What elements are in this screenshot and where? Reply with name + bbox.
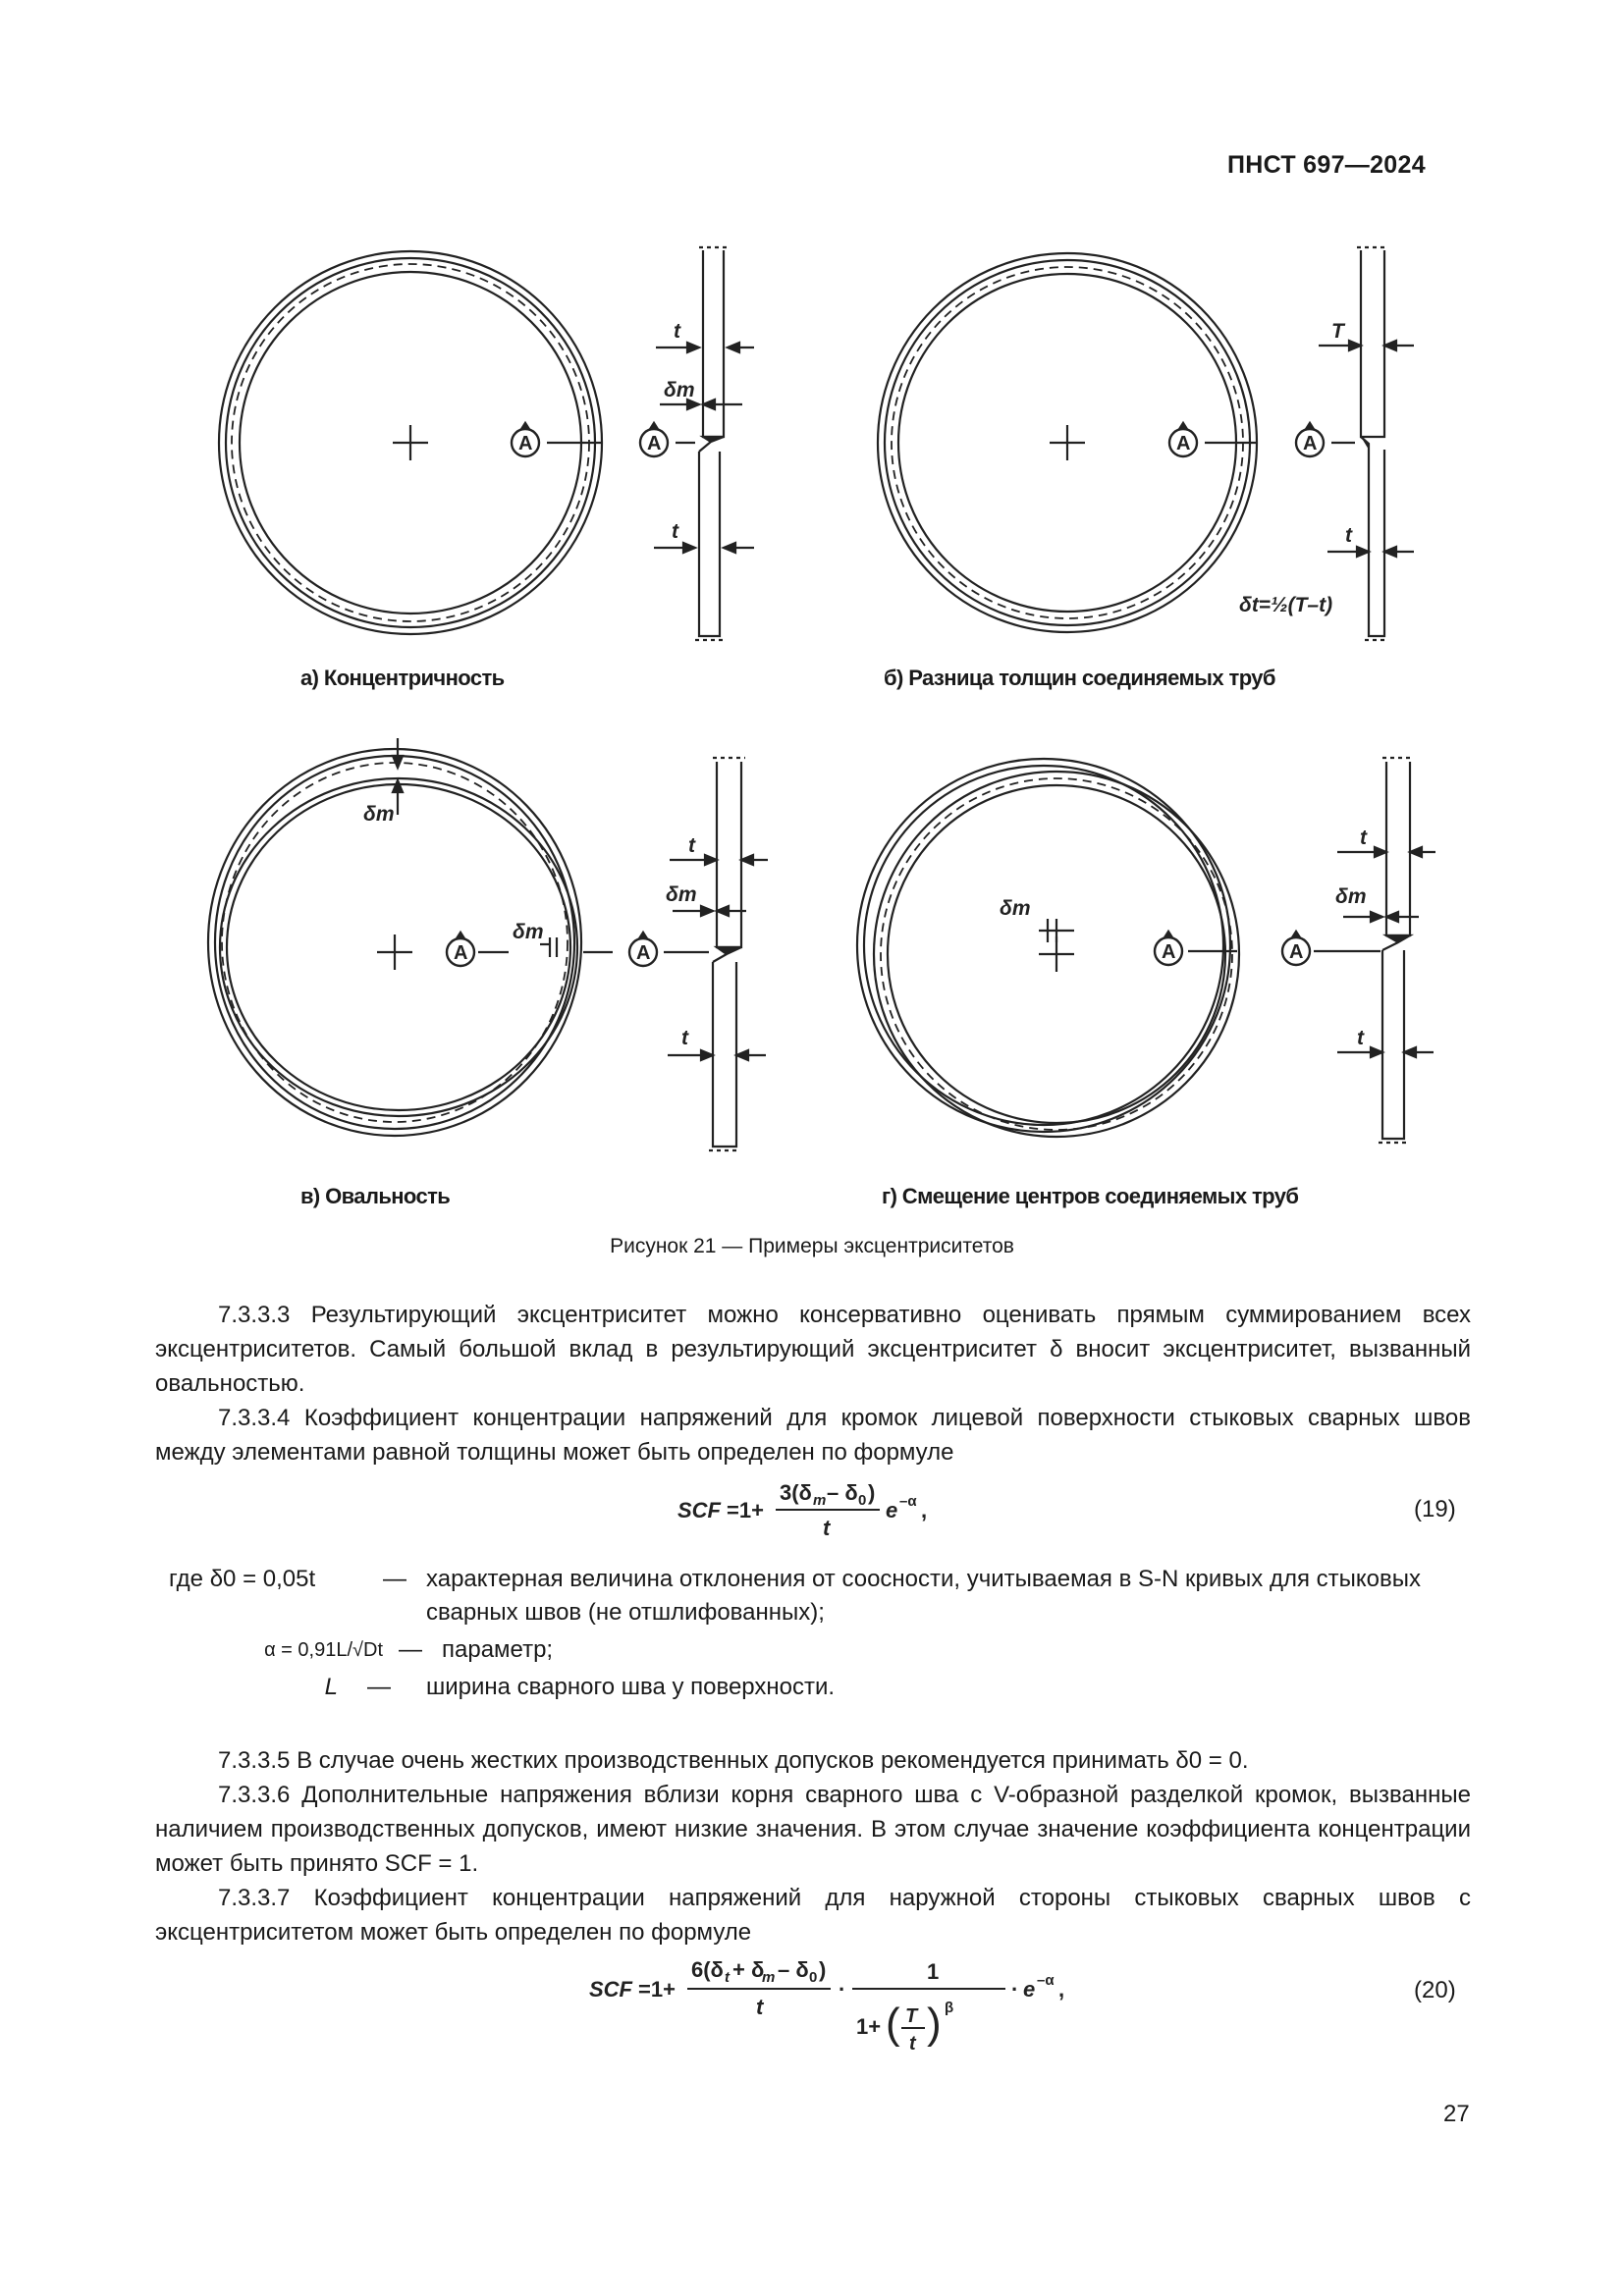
svg-text:T: T	[905, 2005, 918, 2027]
marker-b1	[1169, 423, 1197, 456]
paragraph-7-3-3-5: 7.3.3.5 В случае очень жестких производственных допусков рекомендуется принимать δ0 = 0.	[218, 1747, 1249, 1774]
label-dt-formula-b: δt=½(T–t)	[1239, 594, 1333, 616]
caption-b: б) Разница толщин соединяемых труб	[884, 666, 1275, 690]
label-t-c-top: t	[688, 834, 695, 857]
svg-text:β: β	[945, 2000, 954, 2016]
label-t-a-top: t	[674, 320, 680, 343]
marker-c1	[447, 933, 474, 966]
legend-row-L	[169, 1671, 1475, 1704]
svg-text:,: ,	[921, 1498, 928, 1522]
label-dm-c-top: δm	[363, 803, 395, 826]
legend-text: характерная величина отклонения от соосности, учитываемая в S-N кривых для стыковых сварных швов (не отшлифованных);	[426, 1566, 1421, 1626]
svg-text:A: A	[1303, 433, 1318, 454]
svg-text:): )	[927, 2000, 942, 2048]
label-t-c-bottom: t	[681, 1027, 688, 1049]
svg-text:3(δ: 3(δ	[780, 1480, 812, 1505]
legend-dash: —	[383, 1566, 406, 1592]
page-number: 27	[1443, 2101, 1470, 2127]
label-dm-d-center: δm	[1000, 897, 1031, 920]
figure-title: Рисунок 21 — Примеры эксцентриситетов	[610, 1235, 1014, 1257]
label-t-a-bottom: t	[672, 520, 678, 543]
marker-d2	[1282, 932, 1310, 965]
svg-text:A: A	[1162, 941, 1176, 963]
panel-c-drawing	[208, 738, 768, 1150]
panel-d-drawing	[857, 758, 1435, 1143]
legend-symbol: где δ0 = 0,05t	[169, 1566, 316, 1592]
caption-c: в) Овальность	[300, 1184, 451, 1208]
marker-b2	[1296, 423, 1324, 456]
marker-a1	[512, 423, 539, 456]
svg-text:e: e	[1023, 1977, 1036, 2002]
svg-text:t: t	[823, 1516, 831, 1540]
panel-a-drawing	[219, 247, 754, 640]
svg-text:e: e	[886, 1498, 898, 1522]
svg-text:t: t	[909, 2033, 916, 2055]
label-dm-d-right: δm	[1335, 885, 1367, 908]
equation-20-number: (20)	[1414, 1977, 1456, 2003]
svg-text:SCF: SCF	[677, 1498, 721, 1522]
svg-text:SCF: SCF	[589, 1977, 632, 2002]
svg-text:): )	[868, 1480, 876, 1505]
label-t-d-top: t	[1360, 827, 1367, 849]
marker-a2	[640, 423, 668, 456]
svg-text:1: 1	[927, 1959, 940, 1984]
svg-text:(: (	[886, 2000, 900, 2048]
legend-text: ширина сварного шва у поверхности.	[426, 1674, 836, 1700]
legend-row-delta0	[169, 1563, 1475, 1629]
svg-text:–α: –α	[1037, 1972, 1055, 1989]
paragraph-7-3-3-7: 7.3.3.7 Коэффициент концентрации напряжений для наружной стороны стыковых сварных швов с эксцентриситетом может быть определен по формуле	[155, 1885, 1471, 1946]
svg-text:t: t	[725, 1969, 730, 1986]
legend-symbol: α = 0,91L/√Dt	[264, 1639, 383, 1661]
svg-text:t: t	[756, 1995, 764, 2019]
svg-text:·: ·	[1011, 1977, 1019, 2002]
formula-20	[589, 1953, 1080, 2069]
svg-text:·: ·	[839, 1977, 846, 2002]
svg-text:m: m	[813, 1492, 827, 1509]
legend	[169, 1563, 1475, 1704]
legend-dash: —	[399, 1636, 422, 1663]
svg-text:A: A	[647, 433, 662, 454]
svg-text:A: A	[454, 942, 468, 964]
svg-text:A: A	[518, 433, 533, 454]
legend-dash: —	[367, 1674, 391, 1700]
svg-text:,: ,	[1058, 1977, 1065, 2002]
legend-row-alpha	[169, 1633, 1475, 1667]
paragraph-7-3-3-3: 7.3.3.3 Результирующий эксцентриситет можно консервативно оценивать прямым суммированием всех эксцентриситетов. Самый большой вклад в результирующий эксцентриситет δ вносит эксцентриситет, вызванный овальностью.	[155, 1302, 1471, 1397]
document-id: ПНСТ 697—2024	[1227, 151, 1426, 179]
svg-text:=1+: =1+	[638, 1977, 676, 2002]
svg-text:– δ: – δ	[827, 1480, 858, 1505]
svg-text:m: m	[762, 1969, 776, 1986]
svg-text:0: 0	[809, 1969, 818, 1986]
svg-text:– δ: – δ	[778, 1957, 809, 1982]
svg-text:A: A	[1289, 941, 1304, 963]
legend-text: параметр;	[442, 1636, 554, 1663]
equation-19-number: (19)	[1414, 1496, 1456, 1522]
svg-text:): )	[819, 1957, 827, 1982]
label-dm-a: δm	[664, 379, 695, 401]
paragraph-7-3-3-6: 7.3.3.6 Дополнительные напряжения вблизи корня сварного шва с V-образной разделкой кромок, вызванные наличием производственных допусков, имеют низкие значения. В этом случае значение коэффициента концентрации может быть принято SCF = 1.	[155, 1782, 1471, 1877]
marker-c2	[629, 933, 657, 966]
label-dm-c-right: δm	[666, 883, 697, 906]
label-t-b: t	[1345, 524, 1352, 547]
svg-text:A: A	[636, 942, 651, 964]
label-T-b: T	[1331, 320, 1344, 343]
caption-d: г) Смещение центров соединяемых труб	[882, 1184, 1299, 1208]
legend-symbol: L	[324, 1674, 338, 1700]
svg-text:A: A	[1176, 433, 1191, 454]
panel-b-drawing	[878, 247, 1414, 640]
svg-text:+ δ: + δ	[732, 1957, 765, 1982]
svg-text:1+: 1+	[856, 2014, 882, 2039]
label-t-d-bottom: t	[1357, 1027, 1364, 1049]
caption-a: а) Концентричность	[300, 666, 505, 690]
svg-text:–α: –α	[899, 1493, 917, 1510]
paragraph-7-3-3-4: 7.3.3.4 Коэффициент концентрации напряжений для кромок лицевой поверхности стыковых сварных швов между элементами равной толщины может быть определен по формуле	[155, 1405, 1471, 1466]
label-dm-c-mid: δm	[513, 921, 544, 943]
svg-text:=1+: =1+	[727, 1498, 764, 1522]
marker-d1	[1155, 932, 1182, 965]
svg-text:6(δ: 6(δ	[691, 1957, 724, 1982]
formula-19	[677, 1474, 1001, 1553]
svg-text:0: 0	[858, 1492, 867, 1509]
